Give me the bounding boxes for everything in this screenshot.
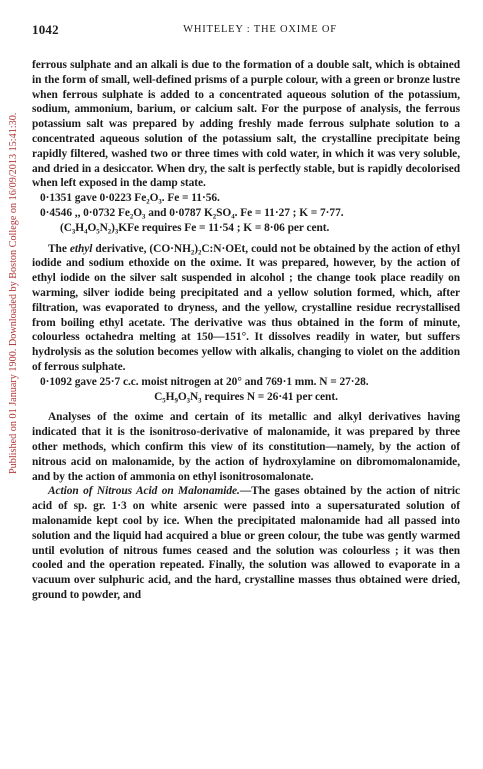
analysis-formula-line: C₅H₉O₃N₃ requires N = 26·41 per cent. [154,390,338,403]
ethyl-lead-word: The [48,242,67,255]
analysis-block-ethyl [32,375,460,405]
section-heading-nitrous-acid: Action of Nitrous Acid on Malonamide. [48,485,240,498]
paragraph-ethyl-derivative [32,242,460,375]
analysis-block-ferrous-salt [32,191,460,235]
analysis-formula-line: (C₃H₄O₅N₂)₃KFe requires Fe = 11·54 ; K = 8·06 per cent. [60,221,330,234]
analysis-line: 0·4546 ,, 0·0732 Fe₂O₃ and 0·0787 K₂SO₄. Fe = 11·27 ; K = 7·77. [40,206,344,219]
download-stamp: Published on 01 January 1900. Downloaded by Boston College on 16/09/2013 15:41:30. [8,112,19,474]
analysis-line: 0·1351 gave 0·0223 Fe₂O₃. Fe = 11·56. [40,192,220,205]
running-head: WHITELEY : THE OXIME OF [183,24,337,35]
paragraph-nitrous-acid [32,484,460,602]
analysis-line: 0·1092 gave 25·7 c.c. moist nitrogen at 20° and 769·1 mm. N = 27·28. [40,375,369,388]
page-number: 1042 [32,22,59,37]
article-body [32,58,460,603]
nitrous-acid-text: —The gases obtained by the action of nitric acid of sp. gr. 1·3 on white arsenic were passed into a supersaturated solution of malonamide kept cool by ice. When the precipitated malonamide had all passed into solution and the liquid had acquired a blue or green colour, the tube was gently warmed until evolution of nitrous fumes ceased and the solution was colourless ; it was then cooled and the operation repeated. Finally, the solution was allowed to evaporate in a vacuum over sulphuric acid, and the hard, crystalline masses thus obtained were dried, ground to powder, and [32,485,460,601]
page-header [32,22,460,40]
ethyl-paragraph-text: derivative, (CO·NH₂)₂C:N·OEt, could not be obtained by the action of ethyl iodide and sodium ethoxide on the oxime. It was prepared, however, by the action of ethyl iodide on the silver salt suspended in alcohol ; the change took place readily on warming, silver iodide being precipitated and a yellow solution formed, which, after filtration, was evaporated to dryness, and the yellow, crystalline residue recrystallised from boiling ethyl acetate. The derivative was thus obtained in the form of minute, colourless octahedra melting at 150—151°. It dissolves readily in water, but suffers hydrolysis as the solution becomes yellow with alkalis, changing to violet on the addition of ferrous sulphate. [32,242,460,373]
paragraph-double-salt: ferrous sulphate and an alkali is due to the formation of a double salt, which is obtained in the form of small, well-defined prisms of a purple colour, with a green or bronze lustre when ferrous sulphate is added to a concentrated aqueous solution of the potassium, sodium, ammonium, barium, or calcium salt. For the purpose of analysis, the ferrous potassium salt was prepared by adding freshly made ferrous sulphate solution to a concentrated aqueous solution of the potassium salt, the crystalline precipitate being rapidly filtered, washed two or three times with cold water, in which it was very soluble, and dried in a desiccator. When dry, the salt is perfectly stable, but is rapidly decolorised when left exposed in the damp state. [32,59,460,190]
paragraph-constitution: Analyses of the oxime and certain of its metallic and alkyl derivatives having indicated that it is the isonitroso-derivative of malonamide, it was prepared by three other methods, which confirm this view of its constitution—namely, by the action of nitrous acid on malonamide, by the action of hydroxylamine on dibromomalonamide, and by the action of ammonia on ethyl isonitrosomalonate. [32,411,460,483]
ethyl-italic-word: ethyl [69,242,93,255]
